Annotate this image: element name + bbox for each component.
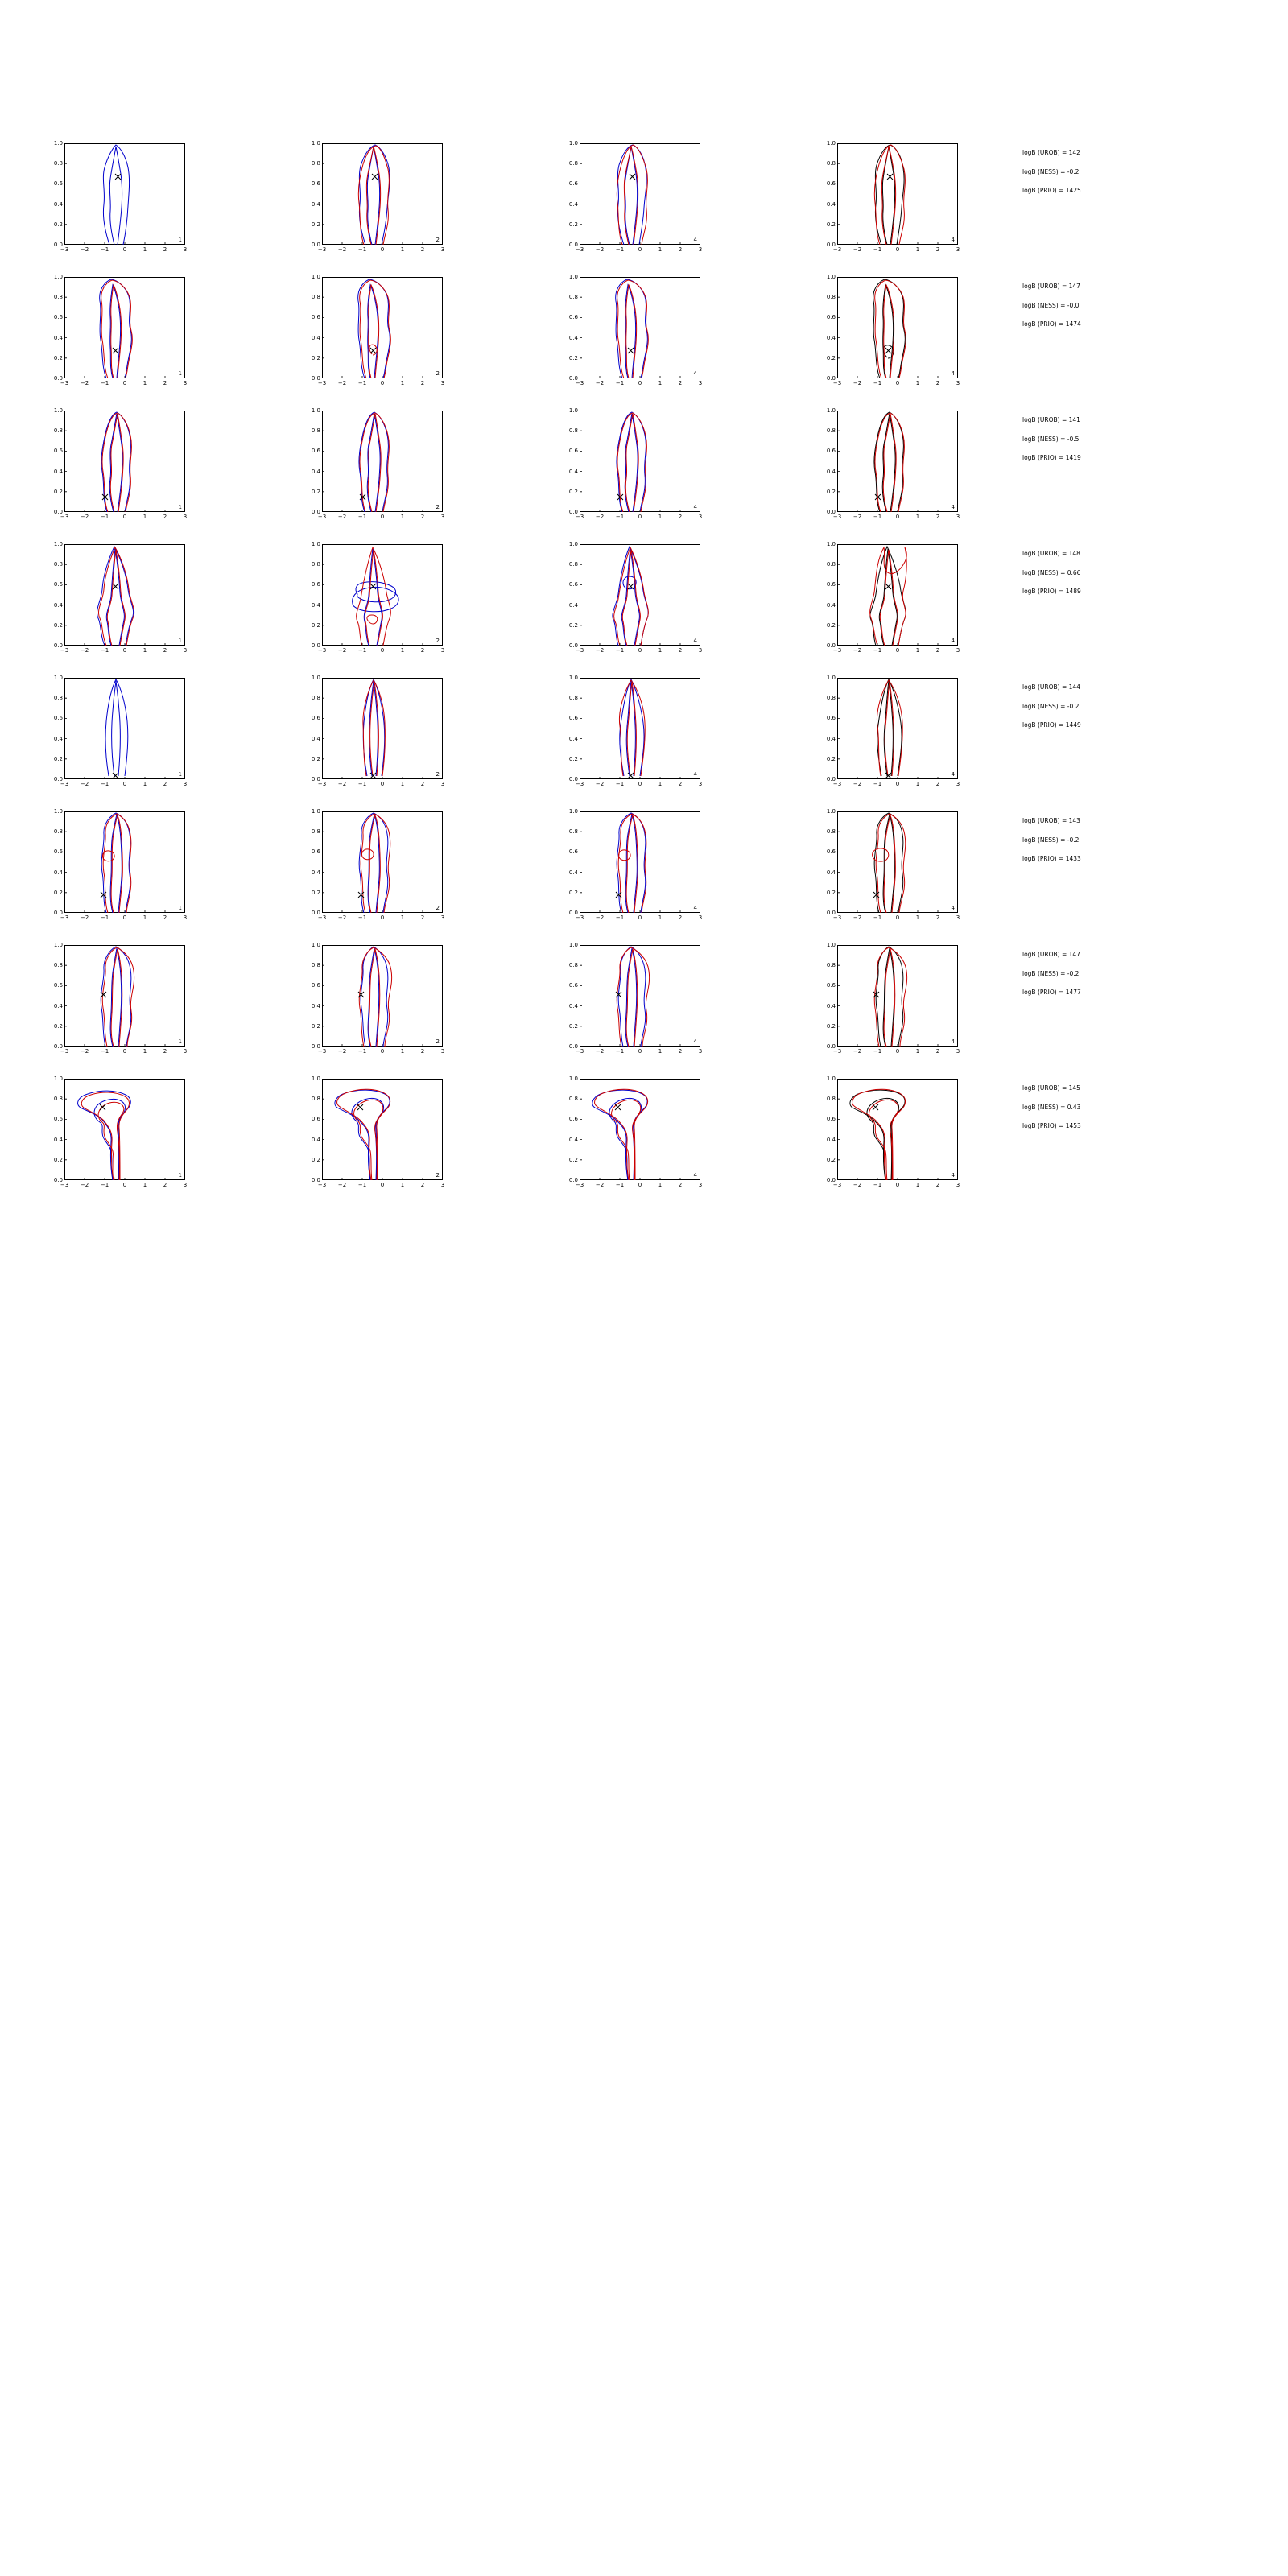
contour-panel	[60, 143, 188, 253]
y-axis-tick-labels: 0.0 0.2 0.4 0.6 0.8 1.0	[53, 1075, 63, 1183]
contour-panel	[568, 274, 703, 386]
contour-panel	[60, 277, 188, 386]
panel-corner-label: 4	[693, 771, 697, 778]
contour-panel	[60, 1079, 188, 1188]
contour-panel	[826, 140, 960, 253]
x-axis-tick-labels: −3 −2 −1 0 1 2 3	[60, 914, 188, 921]
x-axis-tick-labels: −3 −2 −1 0 1 2 3	[832, 514, 960, 520]
x-axis-tick-labels: −3 −2 −1 0 1 2 3	[317, 781, 445, 787]
panel-corner-label: 4	[693, 1172, 697, 1179]
x-axis-tick-labels: −3 −2 −1 0 1 2 3	[60, 781, 188, 787]
row-annotations	[1022, 551, 1216, 608]
panel-corner-label: 4	[951, 1172, 955, 1179]
panel-row	[53, 942, 1240, 1071]
y-axis-tick-labels: 0.0 0.2 0.4 0.6 0.8 1.0	[826, 407, 836, 515]
x-axis-tick-labels: −3 −2 −1 0 1 2 3	[317, 1048, 445, 1055]
annotation-ness: logB (NESS) = -0.2	[1022, 969, 1080, 977]
row-annotations	[1022, 283, 1216, 341]
panel-corner-label: 4	[951, 1038, 955, 1045]
x-axis-tick-labels: −3 −2 −1 0 1 2 3	[60, 1048, 188, 1055]
annotation-urob: logB (UROB) = 142	[1022, 150, 1080, 156]
y-axis-tick-labels: 0.0 0.2 0.4 0.6 0.8 1.0	[568, 808, 578, 916]
row-annotations	[1022, 1085, 1216, 1142]
panel-plot	[837, 945, 958, 1046]
panel-corner-label: 2	[436, 1172, 440, 1179]
panel-row	[53, 407, 1240, 536]
y-axis-tick-labels: 0.0 0.2 0.4 0.6 0.8 1.0	[53, 140, 63, 248]
y-axis-tick-labels: 0.0 0.2 0.4 0.6 0.8 1.0	[568, 407, 578, 515]
annotation-prio: logB (PRIO) = 1489	[1022, 588, 1081, 595]
annotation-prio: logB (PRIO) = 1425	[1022, 187, 1081, 194]
x-axis-tick-labels: −3 −2 −1 0 1 2 3	[60, 647, 188, 654]
panel-row	[53, 274, 1240, 402]
y-axis-tick-labels: 0.0 0.2 0.4 0.6 0.8 1.0	[568, 675, 578, 782]
panel-corner-label: 2	[436, 638, 440, 644]
panel-plot	[837, 544, 958, 646]
contour-panel	[568, 541, 703, 654]
annotation-urob: logB (UROB) = 147	[1022, 283, 1080, 290]
panel-plot	[580, 811, 700, 913]
panel-row	[53, 1075, 1240, 1204]
contour-panel	[568, 1075, 703, 1188]
annotation-urob: logB (UROB) = 145	[1022, 1085, 1080, 1092]
row-annotations	[1022, 952, 1216, 1009]
contour-panel	[311, 675, 445, 787]
contour-panel	[311, 274, 445, 386]
panel-corner-label: 4	[693, 370, 697, 377]
x-axis-tick-labels: −3 −2 −1 0 1 2 3	[832, 914, 960, 921]
y-axis-tick-labels: 0.0 0.2 0.4 0.6 0.8 1.0	[568, 541, 578, 649]
panel-corner-label: 4	[951, 771, 955, 778]
panel-corner-label: 2	[436, 771, 440, 778]
contour-panel	[60, 945, 188, 1055]
x-axis-tick-labels: −3 −2 −1 0 1 2 3	[832, 1048, 960, 1055]
panel-plot	[64, 678, 185, 779]
panel-plot	[837, 411, 958, 512]
annotation-urob: logB (UROB) = 141	[1022, 417, 1080, 423]
x-axis-tick-labels: −3 −2 −1 0 1 2 3	[60, 246, 188, 253]
panel-row	[53, 140, 1240, 269]
x-axis-tick-labels: −3 −2 −1 0 1 2 3	[832, 1182, 960, 1188]
contour-panel	[311, 1075, 445, 1188]
annotation-ness: logB (NESS) = -0.5	[1022, 435, 1080, 443]
y-axis-tick-labels: 0.0 0.2 0.4 0.6 0.8 1.0	[311, 808, 320, 916]
panel-corner-label: 4	[693, 638, 697, 644]
panel-corner-label: 4	[693, 1038, 697, 1045]
panel-corner-label: 4	[951, 237, 955, 243]
panel-plot	[64, 544, 185, 646]
panel-corner-label: 1	[178, 905, 182, 911]
annotation-urob: logB (UROB) = 148	[1022, 551, 1080, 557]
annotation-prio: logB (PRIO) = 1477	[1022, 989, 1081, 996]
x-axis-tick-labels: −3 −2 −1 0 1 2 3	[832, 380, 960, 386]
panel-corner-label: 4	[693, 237, 697, 243]
contour-panel	[568, 407, 703, 520]
contour-panel	[826, 942, 960, 1055]
annotation-urob: logB (UROB) = 144	[1022, 684, 1080, 691]
panel-plot	[837, 811, 958, 913]
x-axis-tick-labels: −3 −2 −1 0 1 2 3	[832, 647, 960, 654]
contour-panel	[826, 407, 960, 520]
contour-panel	[568, 808, 703, 921]
panel-plot	[580, 945, 700, 1046]
y-axis-tick-labels: 0.0 0.2 0.4 0.6 0.8 1.0	[568, 1075, 578, 1183]
x-axis-tick-labels: −3 −2 −1 0 1 2 3	[317, 514, 445, 520]
y-axis-tick-labels: 0.0 0.2 0.4 0.6 0.8 1.0	[311, 541, 320, 649]
panel-corner-label: 2	[436, 370, 440, 377]
panel-plot	[322, 143, 443, 245]
y-axis-tick-labels: 0.0 0.2 0.4 0.6 0.8 1.0	[311, 274, 320, 382]
x-axis-tick-labels: −3 −2 −1 0 1 2 3	[60, 514, 188, 520]
annotation-ness: logB (NESS) = -0.2	[1022, 702, 1080, 710]
y-axis-tick-labels: 0.0 0.2 0.4 0.6 0.8 1.0	[53, 274, 63, 382]
annotation-ness: logB (NESS) = 0.66	[1022, 568, 1081, 576]
panel-corner-label: 4	[951, 504, 955, 510]
contour-panel	[568, 140, 703, 253]
panel-plot	[580, 1079, 700, 1180]
y-axis-tick-labels: 0.0 0.2 0.4 0.6 0.8 1.0	[311, 1075, 320, 1183]
annotation-ness: logB (NESS) = -0.2	[1022, 836, 1080, 844]
contour-panel	[311, 808, 445, 921]
panel-row	[53, 541, 1240, 670]
contour-panel	[311, 407, 445, 520]
panel-plot	[64, 811, 185, 913]
y-axis-tick-labels: 0.0 0.2 0.4 0.6 0.8 1.0	[568, 140, 578, 248]
y-axis-tick-labels: 0.0 0.2 0.4 0.6 0.8 1.0	[826, 541, 836, 649]
x-axis-tick-labels: −3 −2 −1 0 1 2 3	[832, 246, 960, 253]
contour-panel	[311, 541, 445, 654]
panel-plot	[580, 411, 700, 512]
panel-corner-label: 2	[436, 905, 440, 911]
panel-plot	[322, 544, 443, 646]
x-axis-tick-labels: −3 −2 −1 0 1 2 3	[575, 647, 703, 654]
annotation-prio: logB (PRIO) = 1419	[1022, 454, 1081, 461]
x-axis-tick-labels: −3 −2 −1 0 1 2 3	[317, 1182, 445, 1188]
x-axis-tick-labels: −3 −2 −1 0 1 2 3	[317, 246, 445, 253]
panel-corner-label: 4	[693, 905, 697, 911]
panel-corner-label: 1	[178, 237, 182, 243]
panel-corner-label: 1	[178, 771, 182, 778]
panel-plot	[580, 143, 700, 245]
x-axis-tick-labels: −3 −2 −1 0 1 2 3	[317, 914, 445, 921]
panel-row	[53, 808, 1240, 937]
panel-corner-label: 4	[951, 638, 955, 644]
annotation-urob: logB (UROB) = 147	[1022, 952, 1080, 958]
y-axis-tick-labels: 0.0 0.2 0.4 0.6 0.8 1.0	[311, 942, 320, 1050]
panel-plot	[64, 277, 185, 378]
panel-corner-label: 1	[178, 504, 182, 510]
panel-plot	[64, 411, 185, 512]
contour-panel	[311, 140, 445, 253]
contour-panel	[826, 1075, 960, 1188]
panel-plot	[64, 1079, 185, 1180]
contour-panel	[826, 675, 960, 787]
annotation-prio: logB (PRIO) = 1449	[1022, 721, 1081, 729]
panel-row	[53, 675, 1240, 803]
panel-plot	[322, 277, 443, 378]
contour-panel	[60, 811, 188, 921]
panel-corner-label: 4	[951, 905, 955, 911]
panel-corner-label: 2	[436, 1038, 440, 1045]
annotation-prio: logB (PRIO) = 1474	[1022, 320, 1081, 328]
annotation-prio: logB (PRIO) = 1433	[1022, 855, 1081, 862]
row-annotations	[1022, 417, 1216, 474]
y-axis-tick-labels: 0.0 0.2 0.4 0.6 0.8 1.0	[826, 675, 836, 782]
panel-corner-label: 1	[178, 370, 182, 377]
annotation-prio: logB (PRIO) = 1453	[1022, 1122, 1081, 1129]
contour-panel	[826, 541, 960, 654]
y-axis-tick-labels: 0.0 0.2 0.4 0.6 0.8 1.0	[53, 675, 63, 782]
panel-plot	[837, 277, 958, 378]
x-axis-tick-labels: −3 −2 −1 0 1 2 3	[317, 380, 445, 386]
panel-plot	[322, 678, 443, 779]
y-axis-tick-labels: 0.0 0.2 0.4 0.6 0.8 1.0	[311, 675, 320, 782]
panel-plot	[322, 411, 443, 512]
x-axis-tick-labels: −3 −2 −1 0 1 2 3	[317, 647, 445, 654]
row-annotations	[1022, 818, 1216, 875]
y-axis-tick-labels: 0.0 0.2 0.4 0.6 0.8 1.0	[568, 942, 578, 1050]
contour-panel	[826, 808, 960, 921]
x-axis-tick-labels: −3 −2 −1 0 1 2 3	[575, 914, 703, 921]
y-axis-tick-labels: 0.0 0.2 0.4 0.6 0.8 1.0	[53, 541, 63, 649]
row-annotations	[1022, 150, 1216, 207]
x-axis-tick-labels: −3 −2 −1 0 1 2 3	[832, 781, 960, 787]
panel-plot	[580, 678, 700, 779]
x-axis-tick-labels: −3 −2 −1 0 1 2 3	[60, 1182, 188, 1188]
panel-corner-label: 1	[178, 638, 182, 644]
panel-corner-label: 4	[951, 370, 955, 377]
panel-plot	[64, 945, 185, 1046]
x-axis-tick-labels: −3 −2 −1 0 1 2 3	[575, 380, 703, 386]
y-axis-tick-labels: 0.0 0.2 0.4 0.6 0.8 1.0	[53, 808, 63, 916]
annotation-ness: logB (NESS) = 0.43	[1022, 1103, 1081, 1111]
annotation-urob: logB (UROB) = 143	[1022, 818, 1080, 824]
contour-panel	[568, 675, 703, 787]
y-axis-tick-labels: 0.0 0.2 0.4 0.6 0.8 1.0	[311, 407, 320, 515]
panel-corner-label: 2	[436, 504, 440, 510]
contour-panel	[826, 274, 960, 386]
panel-plot	[322, 1079, 443, 1180]
y-axis-tick-labels: 0.0 0.2 0.4 0.6 0.8 1.0	[311, 140, 320, 248]
contour-panel	[60, 544, 188, 654]
contour-panel	[60, 678, 188, 787]
panel-plot	[322, 811, 443, 913]
panel-plot	[837, 678, 958, 779]
contour-panel	[311, 942, 445, 1055]
panel-plot	[322, 945, 443, 1046]
contour-panel	[568, 942, 703, 1055]
y-axis-tick-labels: 0.0 0.2 0.4 0.6 0.8 1.0	[568, 274, 578, 382]
y-axis-tick-labels: 0.0 0.2 0.4 0.6 0.8 1.0	[826, 942, 836, 1050]
panel-plot	[580, 277, 700, 378]
y-axis-tick-labels: 0.0 0.2 0.4 0.6 0.8 1.0	[53, 407, 63, 515]
y-axis-tick-labels: 0.0 0.2 0.4 0.6 0.8 1.0	[826, 140, 836, 248]
contour-panel	[60, 411, 188, 520]
x-axis-tick-labels: −3 −2 −1 0 1 2 3	[575, 1182, 703, 1188]
panel-corner-label: 1	[178, 1038, 182, 1045]
annotation-ness: logB (NESS) = -0.2	[1022, 167, 1080, 175]
x-axis-tick-labels: −3 −2 −1 0 1 2 3	[60, 380, 188, 386]
row-annotations	[1022, 684, 1216, 741]
y-axis-tick-labels: 0.0 0.2 0.4 0.6 0.8 1.0	[826, 1075, 836, 1183]
y-axis-tick-labels: 0.0 0.2 0.4 0.6 0.8 1.0	[826, 808, 836, 916]
y-axis-tick-labels: 0.0 0.2 0.4 0.6 0.8 1.0	[53, 942, 63, 1050]
panel-corner-label: 4	[693, 504, 697, 510]
panel-plot	[837, 143, 958, 245]
panel-grid	[53, 140, 1240, 1188]
panel-corner-label: 2	[436, 237, 440, 243]
y-axis-tick-labels: 0.0 0.2 0.4 0.6 0.8 1.0	[826, 274, 836, 382]
x-axis-tick-labels: −3 −2 −1 0 1 2 3	[575, 514, 703, 520]
panel-plot	[580, 544, 700, 646]
x-axis-tick-labels: −3 −2 −1 0 1 2 3	[575, 1048, 703, 1055]
x-axis-tick-labels: −3 −2 −1 0 1 2 3	[575, 246, 703, 253]
panel-corner-label: 1	[178, 1172, 182, 1179]
panel-plot	[837, 1079, 958, 1180]
panel-plot	[64, 143, 185, 245]
x-axis-tick-labels: −3 −2 −1 0 1 2 3	[575, 781, 703, 787]
annotation-ness: logB (NESS) = -0.0	[1022, 301, 1080, 309]
